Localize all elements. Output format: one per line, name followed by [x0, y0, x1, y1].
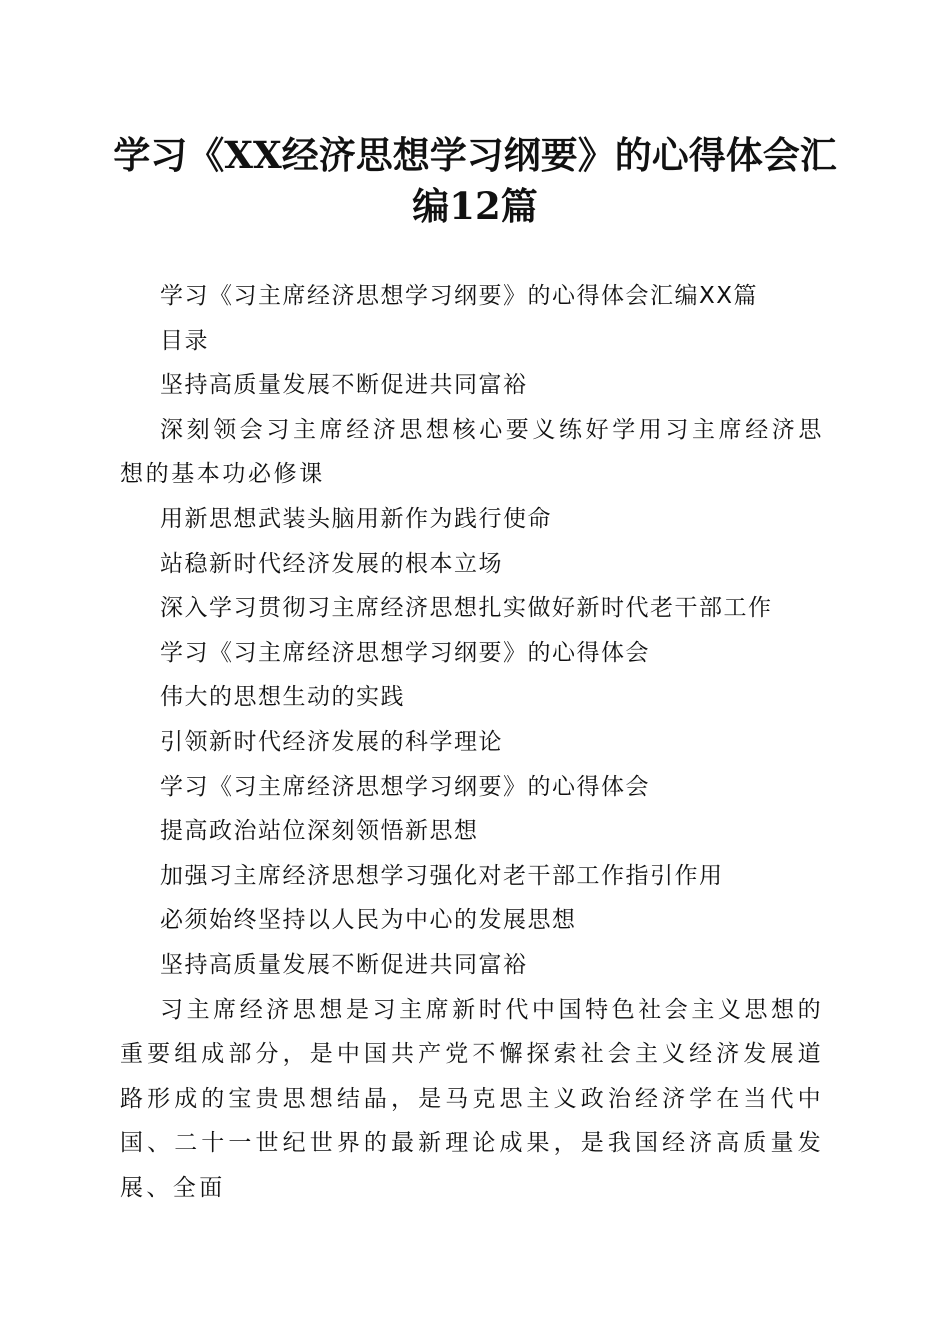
section-heading: 坚持高质量发展不断促进共同富裕: [160, 951, 528, 978]
toc-item: 深入学习贯彻习主席经济思想扎实做好新时代老干部工作: [160, 595, 773, 622]
toc-item: 站稳新时代经济发展的根本立场: [160, 550, 503, 577]
title-line-1: 学习《XX经济思想学习纲要》的心得体会汇: [113, 133, 837, 177]
body-paragraph: 习主席经济思想是习主席新时代中国特色社会主义思想的重要组成部分，是中国共产党不懈探索社会主义经济发展道路形成的宝贵思想结晶，是马克思主义政治经济学在当代中国、二十一世纪世界的最新理论成果，是我国经济高质量发展、全面: [120, 996, 824, 1201]
toc-item: 伟大的思想生动的实践: [160, 684, 405, 711]
toc-heading: 目录: [160, 327, 209, 354]
toc-item: 加强习主席经济思想学习强化对老干部工作指引作用: [160, 862, 724, 889]
title-line-2: 编12篇: [412, 184, 538, 228]
toc-item: 坚持高质量发展不断促进共同富裕: [160, 372, 528, 399]
toc-item: 必须始终坚持以人民为中心的发展思想: [160, 907, 577, 934]
document-body: [120, 274, 824, 1210]
toc-item: 提高政治站位深刻领悟新思想: [160, 818, 479, 845]
toc-item: 引领新时代经济发展的科学理论: [160, 728, 503, 755]
toc-item: 学习《习主席经济思想学习纲要》的心得体会: [160, 639, 650, 666]
document-title: [110, 130, 840, 232]
intro-paragraph: 学习《习主席经济思想学习纲要》的心得体会汇编XX篇: [160, 283, 759, 309]
toc-item: 用新思想武装头脑用新作为践行使命: [160, 505, 552, 532]
toc-item: 深刻领会习主席经济思想核心要义练好学用习主席经济思想的基本功必修课: [120, 416, 824, 488]
toc-item: 学习《习主席经济思想学习纲要》的心得体会: [160, 773, 650, 800]
